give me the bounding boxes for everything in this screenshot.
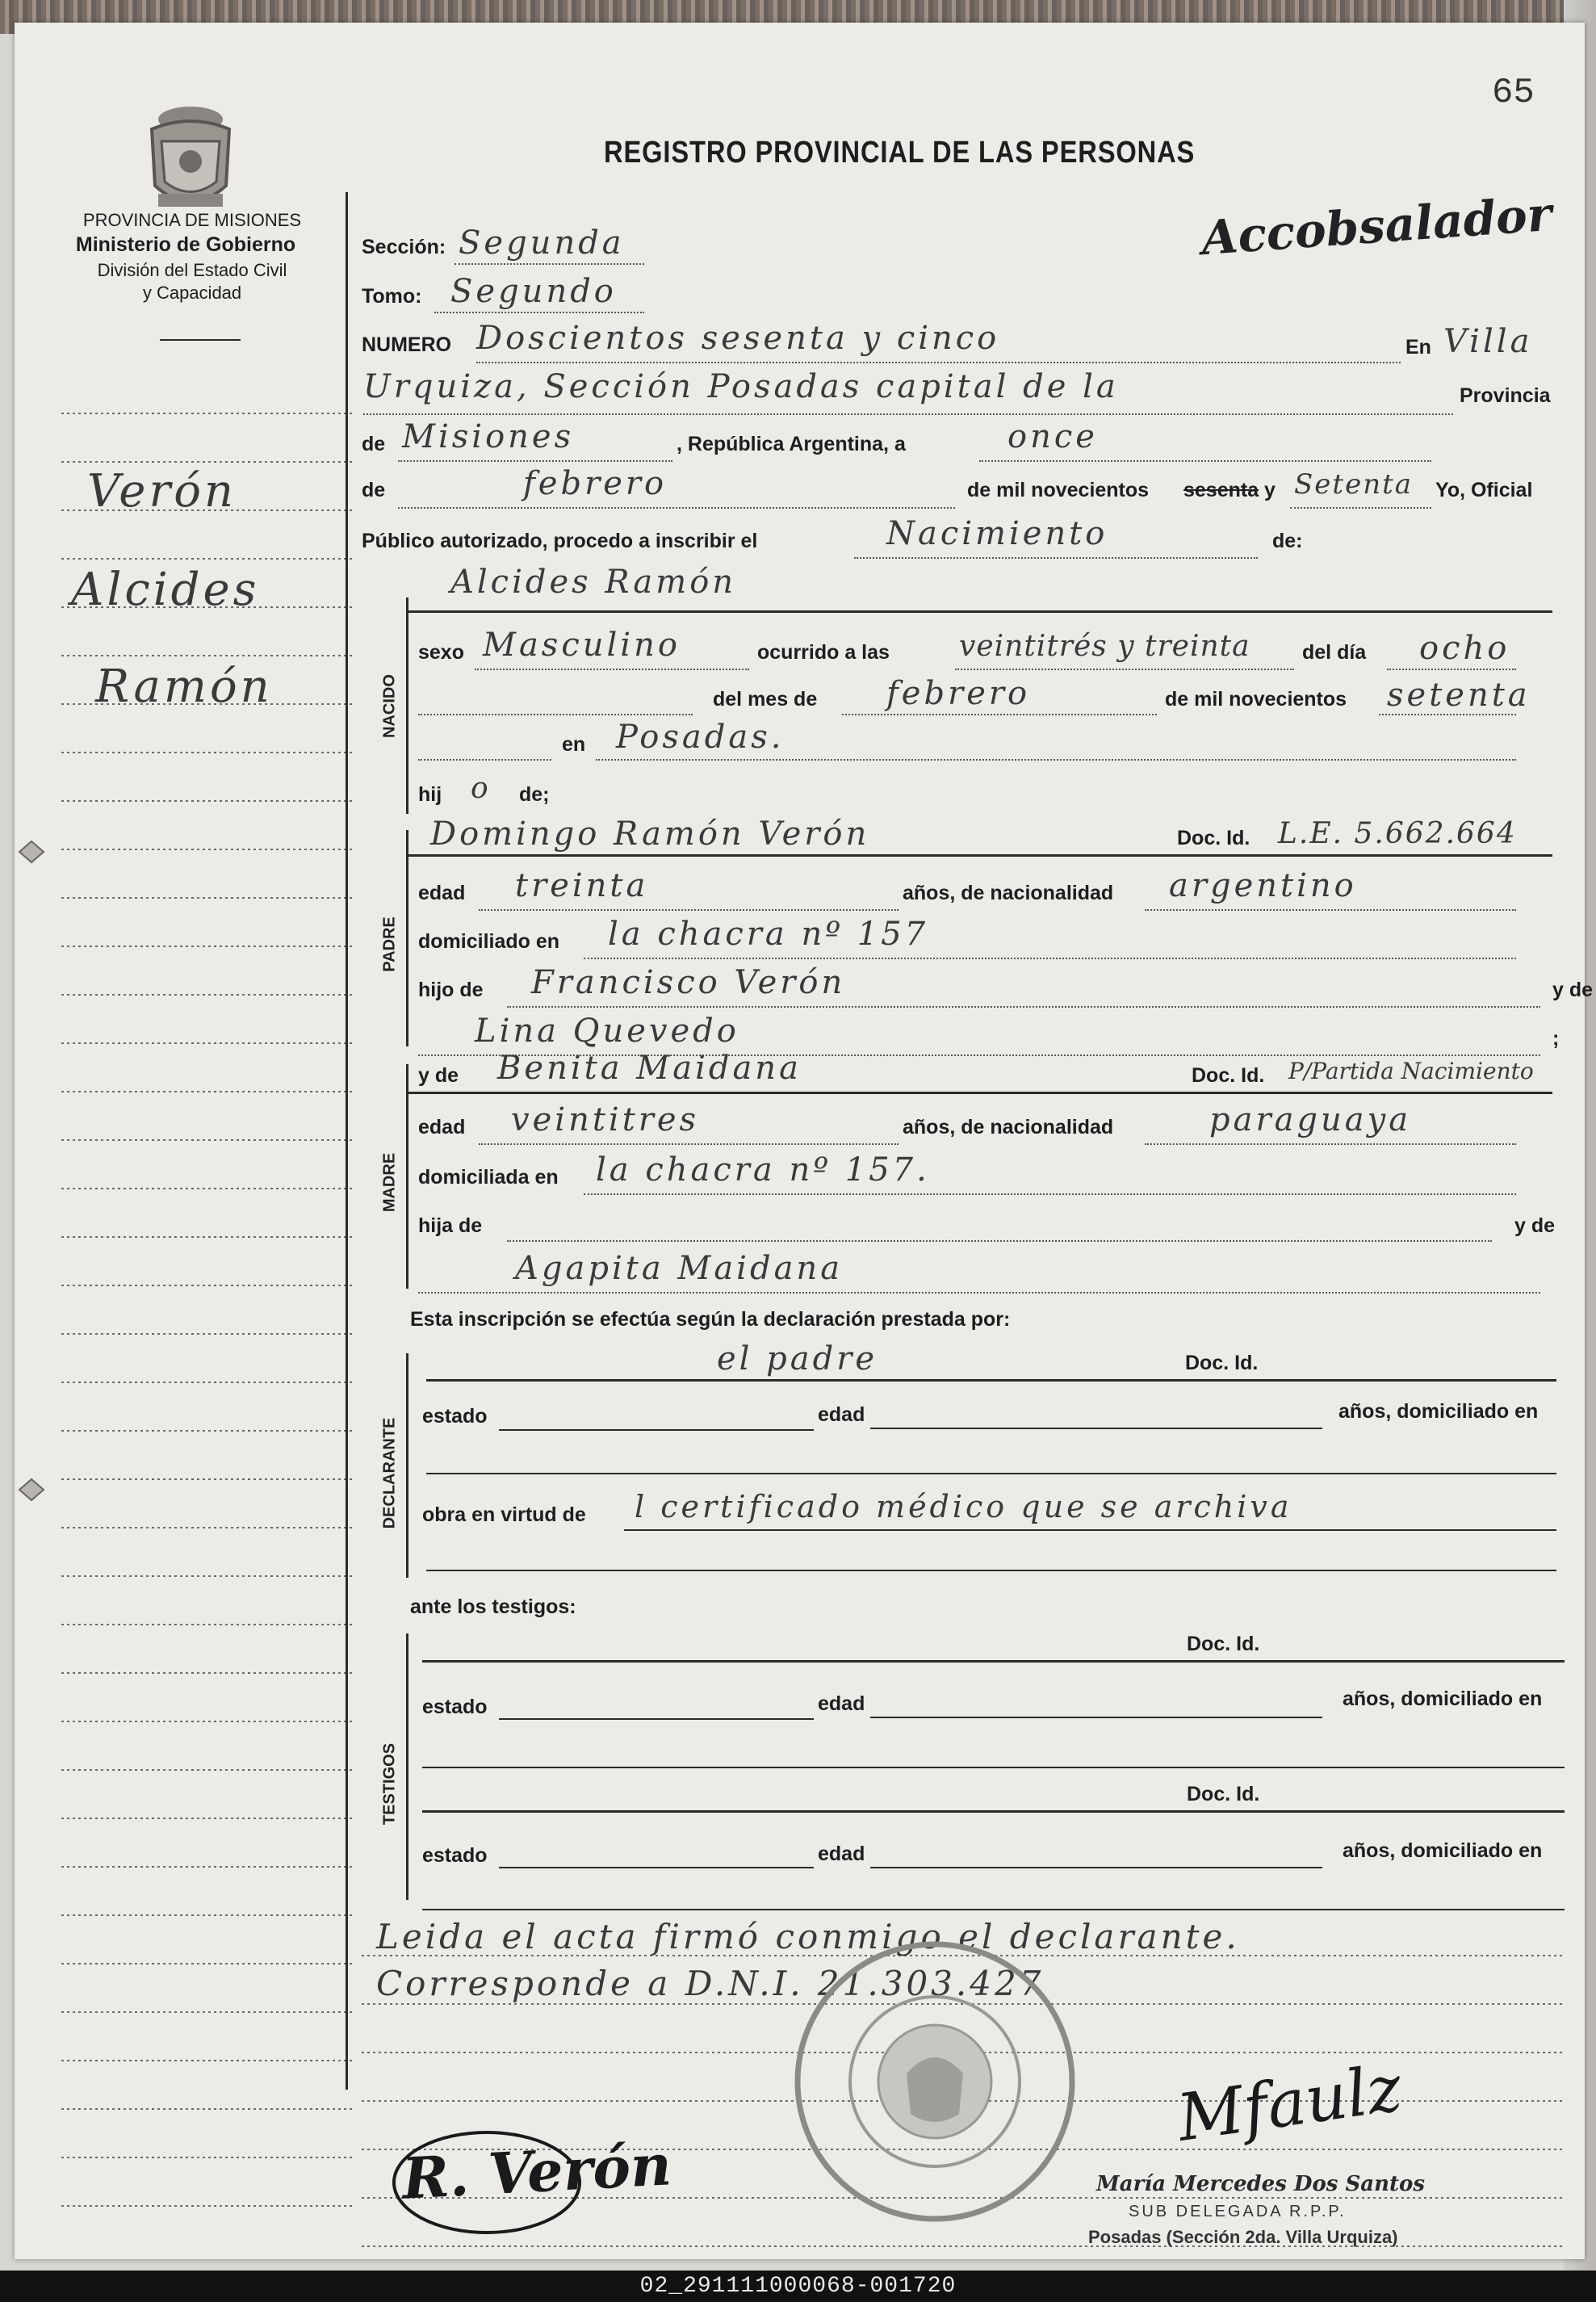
stamp-name: María Mercedes Dos Santos [1096, 2172, 1425, 2196]
top-signature: Accobsalador [1200, 186, 1554, 266]
line-test2-edad [870, 1867, 1322, 1868]
label-mil-nov: de mil novecientos [967, 479, 1150, 501]
label-domiciliado: domiciliado en [418, 930, 560, 953]
value-hora: veintitrés y treinta [959, 630, 1250, 663]
value-provincia: Misiones [402, 418, 575, 455]
note-line-1: Leida el acta firmó conmigo el declarante. [376, 1917, 1240, 1956]
value-padre-edad: treinta [515, 867, 649, 904]
province-name: PROVINCIA DE MISIONES [82, 210, 302, 230]
line-padre-padre [507, 1006, 1540, 1008]
line-lugar-nac [596, 759, 1516, 761]
line-declarante [426, 1379, 1556, 1382]
value-padre-nac: argentino [1169, 867, 1357, 904]
label-estado2: estado [422, 1696, 488, 1718]
label-hijo-de: hijo de [418, 979, 484, 1001]
label-provincia: Provincia [1460, 384, 1551, 407]
line-padre-nac [1145, 909, 1516, 911]
line-mes [398, 507, 955, 509]
line-hora [955, 669, 1294, 670]
label-obra: obra en virtud de [422, 1503, 586, 1526]
label-numero: NUMERO [362, 333, 452, 356]
label-doc-id: Doc. Id. [1177, 827, 1250, 849]
line-padre-nombre [406, 854, 1552, 857]
section-declarante: DECLARANTE [380, 1417, 399, 1529]
label-publico: Público autorizado, procedo a inscribir el [362, 530, 758, 552]
file-caption: 02_291111000068-001720 [0, 2271, 1596, 2302]
line-decl-dom [426, 1473, 1556, 1474]
label-seccion: Sección: [362, 236, 446, 258]
label-del-dia: del día [1302, 641, 1367, 664]
line-decl-estado [499, 1429, 814, 1431]
value-tomo: Segundo [450, 273, 617, 310]
label-anos-dom3: años, domiciliado en [1343, 1839, 1543, 1862]
value-mes-nac: febrero [886, 675, 1031, 712]
nacido-border [406, 598, 408, 814]
value-numero: Doscientos sesenta y cinco [476, 320, 1000, 357]
label-doc-id5: Doc. Id. [1187, 1783, 1260, 1805]
label-edad2: edad [418, 1116, 466, 1138]
label-anos-nac2: años, de nacionalidad [903, 1116, 1114, 1138]
line-obra [624, 1529, 1556, 1531]
line-numero [476, 362, 1401, 363]
line-madre-nombre [406, 1092, 1552, 1094]
label-y-de2: y de [418, 1064, 459, 1087]
line-mes-nac [842, 714, 1157, 715]
value-madre-dom: la chacra nº 157. [596, 1151, 930, 1189]
value-padre-madre: Lina Quevedo [475, 1013, 739, 1050]
value-lugar: Urquiza, Sección Posadas capital de la [363, 368, 1119, 405]
line-madre-edad [479, 1143, 899, 1145]
value-madre-nombre: Benita Maidana [497, 1050, 802, 1087]
value-madre-madre: Agapita Maidana [515, 1250, 844, 1287]
line-test2 [422, 1810, 1565, 1813]
label-en2: en [562, 733, 586, 756]
value-padre-nombre: Domingo Ramón Verón [430, 816, 870, 853]
value-seccion: Segunda [459, 224, 625, 262]
declarante-border [406, 1353, 408, 1578]
line-dia-nac [1387, 669, 1516, 670]
margin-surname: Verón [87, 465, 237, 518]
stamp-role: SUB DELEGADA R.P.P. [1129, 2203, 1347, 2220]
line-anio-nac [1379, 714, 1516, 715]
label-sesenta-struck: sesenta [1183, 479, 1259, 501]
line-test2-estado [499, 1867, 814, 1868]
value-nombre: Alcides Ramón [450, 564, 737, 601]
padre-border [406, 830, 408, 1046]
value-padre-doc: L.E. 5.662.664 [1278, 817, 1517, 850]
line-test1-estado [499, 1718, 814, 1720]
value-declarante: el padre [717, 1340, 878, 1377]
line-nombre [406, 610, 1552, 613]
label-estado: estado [422, 1405, 488, 1428]
label-en: En [1405, 336, 1431, 359]
stamp-place: Posadas (Sección 2da. Villa Urquiza) [1088, 2227, 1398, 2247]
line-madre-madre [418, 1292, 1540, 1294]
coat-of-arms-icon [137, 97, 244, 218]
value-en: Villa [1443, 323, 1533, 360]
line-sexo [475, 669, 749, 670]
label-y: y [1264, 479, 1276, 501]
label-semicolon: ; [1552, 1027, 1560, 1050]
value-acto: Nacimiento [886, 515, 1108, 552]
line-madre-dom [584, 1193, 1516, 1195]
label-domiciliada: domiciliada en [418, 1166, 559, 1189]
label-hij: hij [418, 783, 442, 806]
line-test2-dom [422, 1909, 1565, 1910]
label-y-de: y de [1552, 979, 1594, 1001]
division-line-1: División del Estado Civil [97, 260, 287, 280]
label-del-mes: del mes de [713, 688, 818, 711]
value-dia-nac: ocho [1419, 630, 1510, 667]
label-edad4: edad [818, 1692, 865, 1715]
value-anio-nac: setenta [1387, 677, 1531, 714]
line-padre-edad [479, 909, 899, 911]
label-y-de3: y de [1514, 1214, 1556, 1237]
value-madre-doc: P/Partida Nacimiento [1288, 1058, 1534, 1084]
line-anio [1290, 507, 1431, 509]
line-test1-dom [422, 1767, 1565, 1768]
line-madre-padre [507, 1240, 1492, 1242]
label-ocurrido: ocurrido a las [757, 641, 890, 664]
value-anio: Setenta [1294, 468, 1414, 501]
section-madre: MADRE [380, 1152, 399, 1213]
value-sexo: Masculino [483, 627, 681, 664]
label-edad5: edad [818, 1843, 865, 1865]
margin-ruled-lines [53, 378, 360, 2251]
value-mes: febrero [523, 465, 668, 502]
official-seal-icon [785, 1936, 1084, 2227]
left-signature: R. Verón [400, 2131, 673, 2212]
binding-hole-icon [18, 1476, 45, 1503]
line-obra-2 [426, 1570, 1556, 1571]
line-seccion [455, 263, 644, 265]
line-dia [979, 460, 1431, 462]
line-provincia [398, 460, 672, 462]
label-de4: de; [519, 783, 550, 806]
note-line-2: Corresponde a D.N.I. 21.303.427 [376, 1964, 1045, 2003]
right-signature: Mfaulz [1172, 2050, 1406, 2156]
value-lugar-nac: Posadas. [616, 719, 785, 756]
binding-hole-icon [18, 838, 45, 866]
label-anos-nac: años, de nacionalidad [903, 882, 1114, 904]
label-republica: , República Argentina, a [677, 433, 906, 455]
value-padre-padre: Francisco Verón [531, 964, 846, 1001]
label-de: de [362, 433, 386, 455]
page-number: 65 [1492, 73, 1535, 113]
line-tomo [434, 312, 644, 313]
left-signature-loop [382, 2122, 640, 2243]
line-test1 [422, 1660, 1565, 1663]
label-estado3: estado [422, 1844, 488, 1867]
header-rule [160, 339, 241, 341]
ministry-name: Ministerio de Gobierno [75, 233, 296, 256]
label-edad: edad [418, 882, 466, 904]
division-line-2: y Capacidad [142, 283, 242, 303]
label-yo-oficial: Yo, Oficial [1435, 479, 1533, 501]
registry-form [15, 23, 1594, 2259]
margin-name-2: Ramón [95, 660, 273, 713]
margin-name-1: Alcides [71, 564, 260, 616]
label-hija-de: hija de [418, 1214, 483, 1237]
value-hij-o: o [471, 772, 492, 805]
label-de3: de: [1272, 530, 1303, 552]
label-doc-id4: Doc. Id. [1187, 1633, 1260, 1655]
line-blank-nac [418, 714, 693, 715]
label-sexo: sexo [418, 641, 464, 664]
main-left-border [346, 192, 348, 2090]
line-padre-dom [584, 958, 1516, 959]
line-madre-nac [1145, 1143, 1516, 1145]
label-mil-nov2: de mil novecientos [1165, 688, 1347, 711]
section-testigos: TESTIGOS [380, 1742, 399, 1826]
testigos-border [406, 1633, 408, 1900]
value-certificado: l certificado médico que se archiva [635, 1489, 1292, 1524]
section-nacido: NACIDO [380, 674, 399, 738]
value-madre-nac: paraguaya [1209, 1101, 1412, 1138]
line-acto [854, 557, 1258, 559]
label-anos-dom: años, domiciliado en [1338, 1400, 1539, 1423]
value-dia: once [1007, 418, 1098, 455]
page-title: REGISTRO PROVINCIAL DE LAS PERSONAS [604, 136, 1196, 170]
label-doc-id2: Doc. Id. [1192, 1064, 1265, 1087]
value-padre-dom: la chacra nº 157 [608, 916, 929, 953]
label-edad3: edad [818, 1403, 865, 1426]
line-blank-en [418, 759, 551, 761]
label-ante: ante los testigos: [410, 1595, 576, 1618]
section-padre: PADRE [380, 916, 399, 972]
label-doc-id3: Doc. Id. [1185, 1352, 1259, 1374]
line-decl-edad [870, 1428, 1322, 1429]
label-tomo: Tomo: [362, 285, 422, 308]
value-madre-edad: veintitres [511, 1101, 700, 1138]
label-anos-dom2: años, domiciliado en [1343, 1688, 1543, 1710]
label-de2: de [362, 479, 386, 501]
label-inscripcion: Esta inscripción se efectúa según la declaración prestada por: [410, 1308, 1011, 1331]
madre-border [406, 1064, 408, 1289]
line-lugar [363, 413, 1453, 415]
line-test1-edad [870, 1717, 1322, 1718]
